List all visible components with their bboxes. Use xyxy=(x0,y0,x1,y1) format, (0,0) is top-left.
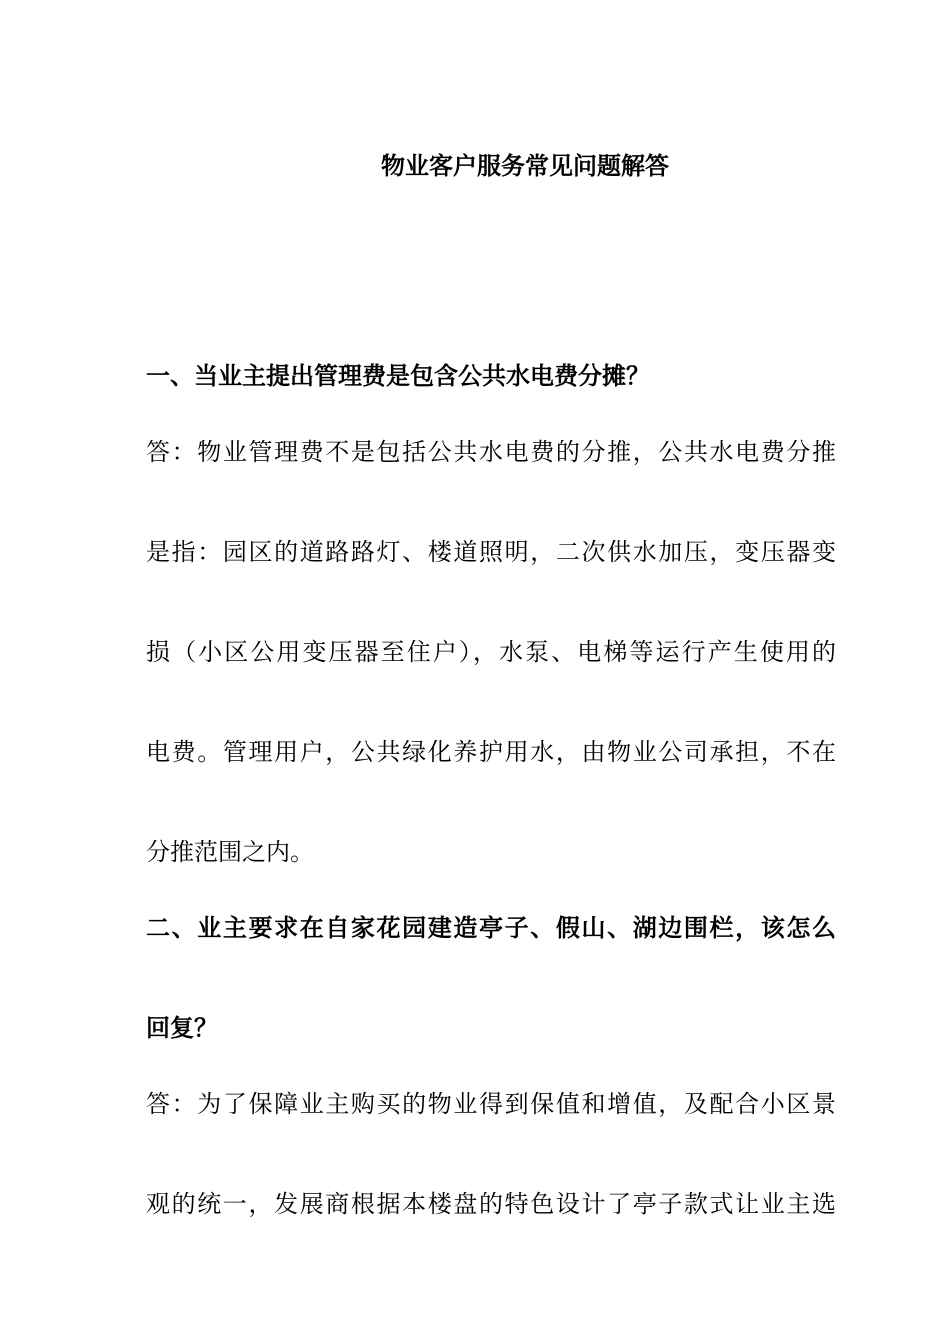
answer-1-line-5: 分推范围之内。 xyxy=(146,838,314,866)
question-2-heading-line-2: 回复？ xyxy=(146,1013,218,1042)
answer-1-line-3: 损（小区公用变压器至住户），水泵、电梯等运行产生使用的 xyxy=(146,638,836,666)
answer-1-line-2: 是指：园区的道路路灯、楼道照明，二次供水加压，变压器变 xyxy=(146,538,836,566)
answer-2-line-1: 答：为了保障业主购买的物业得到保值和增值，及配合小区景 xyxy=(146,1090,836,1118)
question-1-heading: 一、当业主提出管理费是包含公共水电费分摊？ xyxy=(146,361,650,390)
question-2-heading-line-1: 二、业主要求在自家花园建造亭子、假山、湖边围栏，该怎么 xyxy=(146,913,836,942)
answer-1-line-4: 电费。管理用户，公共绿化养护用水，由物业公司承担，不在 xyxy=(146,738,836,766)
answer-1-line-1: 答：物业管理费不是包括公共水电费的分推，公共水电费分推 xyxy=(146,438,836,466)
document-title: 物业客户服务常见问题解答 xyxy=(381,151,669,180)
answer-2-line-2: 观的统一，发展商根据本楼盘的特色设计了亭子款式让业主选 xyxy=(146,1190,836,1218)
